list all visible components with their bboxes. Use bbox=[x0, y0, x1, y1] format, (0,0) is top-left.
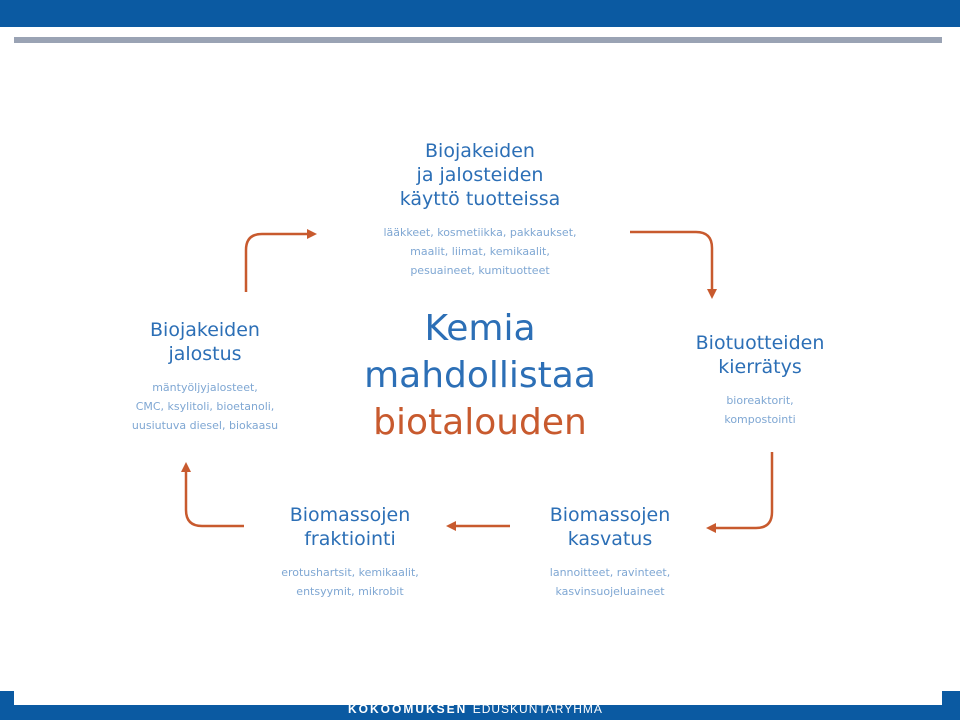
footer-logo-text bbox=[348, 700, 603, 718]
arrow-fractionation-to-refining bbox=[186, 466, 244, 526]
node-use-in-products bbox=[340, 139, 620, 280]
node-cultivation-title-line: Biomassojen bbox=[549, 504, 671, 526]
node-use-desc bbox=[340, 223, 620, 280]
node-cultivation-desc-line: kasvinsuojeluaineet bbox=[555, 585, 665, 598]
node-refining-desc-line: CMC, ksylitoli, bioetanoli, bbox=[135, 400, 275, 413]
node-refining-title-line: Biojakeiden bbox=[150, 319, 260, 341]
node-fractionation bbox=[240, 503, 460, 601]
node-use-title bbox=[340, 139, 620, 211]
center-line-kemia: Kemia bbox=[424, 308, 536, 349]
node-recycling-desc-line: kompostointi bbox=[724, 413, 796, 426]
node-cultivation-desc-line: lannoitteet, ravinteet, bbox=[549, 566, 671, 579]
node-refining-desc-line: uusiutuva diesel, biokaasu bbox=[131, 419, 279, 432]
node-refining-desc bbox=[100, 378, 310, 435]
node-cultivation-title bbox=[500, 503, 720, 551]
node-refining-title-line: jalostus bbox=[168, 343, 242, 365]
arrow-refining-to-use bbox=[246, 234, 313, 292]
node-fractionation-title-line: fraktiointi bbox=[304, 528, 396, 550]
arrow-use-to-recycling bbox=[630, 232, 712, 295]
footer-brand: KOKOOMUKSEN bbox=[348, 702, 468, 716]
node-use-desc-line: lääkkeet, kosmetiikka, pakkaukset, bbox=[383, 226, 577, 239]
node-fractionation-desc-line: erotushartsit, kemikaalit, bbox=[281, 566, 419, 579]
node-refining-desc-line: mäntyöljyjalosteet, bbox=[152, 381, 258, 394]
center-line-mahdollistaa: mahdollistaa bbox=[364, 355, 596, 396]
node-use-desc-line: maalit, liimat, kemikaalit, bbox=[410, 245, 550, 258]
node-recycling-desc-line: bioreaktorit, bbox=[726, 394, 794, 407]
node-recycling-title-line: kierrätys bbox=[718, 356, 802, 378]
node-use-desc-line: pesuaineet, kumituotteet bbox=[410, 264, 550, 277]
node-use-title-line: käyttö tuotteissa bbox=[399, 188, 561, 210]
node-refining-title bbox=[100, 318, 310, 366]
node-use-title-line: Biojakeiden bbox=[425, 140, 535, 162]
node-cultivation-title-line: kasvatus bbox=[567, 528, 653, 550]
node-use-title-line: ja jalosteiden bbox=[416, 164, 544, 186]
footer-suffix: EDUSKUNTARYHMÄ bbox=[472, 702, 603, 716]
bottom-left-tab bbox=[0, 691, 14, 720]
node-refining bbox=[100, 318, 310, 435]
bottom-right-tab bbox=[942, 691, 960, 720]
node-recycling-desc bbox=[660, 391, 860, 429]
node-cultivation bbox=[500, 503, 720, 601]
node-cultivation-desc bbox=[500, 563, 720, 601]
node-recycling bbox=[660, 331, 860, 429]
node-recycling-title-line: Biotuotteiden bbox=[695, 332, 825, 354]
node-recycling-title bbox=[660, 331, 860, 379]
node-fractionation-title bbox=[240, 503, 460, 551]
node-fractionation-desc bbox=[240, 563, 460, 601]
center-statement bbox=[300, 305, 660, 446]
node-fractionation-title-line: Biomassojen bbox=[289, 504, 411, 526]
center-line-biotalouden: biotalouden bbox=[373, 402, 587, 443]
node-fractionation-desc-line: entsyymit, mikrobit bbox=[296, 585, 404, 598]
